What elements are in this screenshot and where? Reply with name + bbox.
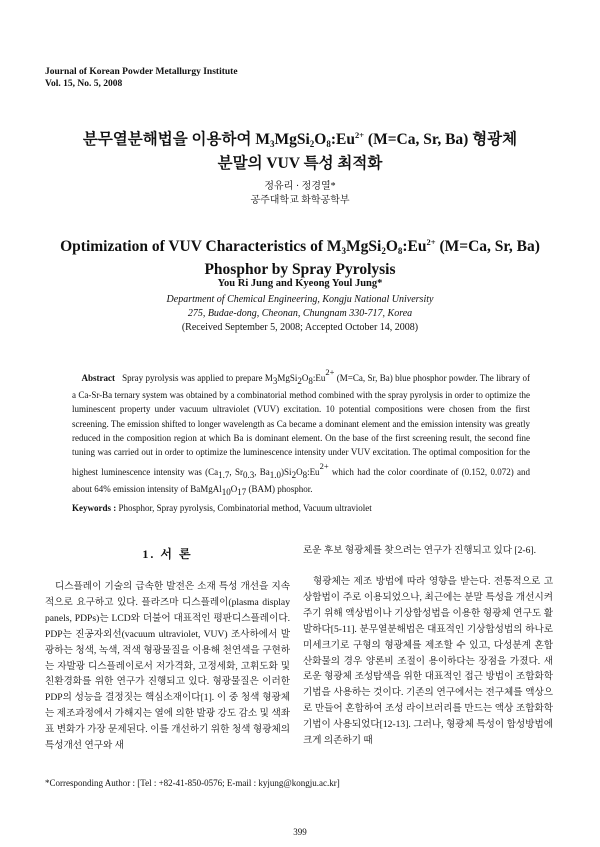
- abstract-sub: 2: [291, 470, 297, 481]
- ko-author-affiliation: 공주대학교 화학공학부: [250, 195, 350, 206]
- page-number: 399: [293, 827, 307, 837]
- ko-title-sup: 2+: [354, 130, 365, 140]
- affiliation-line: 275, Budae-dong, Cheonan, Chungnam 330-717, Korea: [187, 308, 413, 319]
- en-title-text: O: [385, 238, 398, 255]
- abstract-text: :Eu: [307, 467, 320, 478]
- abstract-sub: 2: [297, 376, 302, 386]
- ko-title-text: 분무열분해법을 이용하여 M: [82, 131, 270, 148]
- korean-title: [0, 126, 600, 173]
- abstract-sub: 1.7: [218, 470, 230, 481]
- abstract-sub: 3: [272, 376, 278, 386]
- abstract-text: )Si: [281, 467, 292, 478]
- abstract-sub: 17: [237, 487, 247, 498]
- corresponding-author-footnote: *Corresponding Author : [Tel : +82-41-850-0576; E-mail : kyjung@kongju.ac.kr]: [45, 778, 340, 788]
- english-title: [0, 233, 600, 279]
- journal-header: [45, 66, 238, 90]
- abstract-text: MgSi: [277, 373, 298, 383]
- keywords-text: Phosphor, Spray pyrolysis, Combinatorial method, Vacuum ultraviolet: [116, 503, 372, 513]
- ko-title-text: MgSi: [274, 131, 310, 148]
- abstract-sub: 1.0: [269, 470, 282, 481]
- keywords: [72, 503, 530, 513]
- ko-author-names: 정유리 · 정경열*: [264, 181, 336, 192]
- abstract-text: O: [296, 467, 303, 478]
- body-right-paragraph: 형광체는 제조 방법에 따라 영향을 받는다. 전통적으로 고상합법이 주로 이용되었으나, 최근에는 분말 특성을 개선시켜주기 위해 액상법이나 기상합성법을 이용한 형광체 연구도 활발하다[5-11]. 분무열분해법은 대표적인 기상합성법의 하나로 미세크기로 구형의 형광체를 제조할 수 있고, 다성분계 혼합산화물의 경우 양론비 조절이 용이하다는 장점을 가졌다. 새로운 형광체 조성탐색을 위한 대표적인 접근 방법이 조합화학기법을 사용하는 것이다. 기존의 연구에서는 전구체를 액상으로 만들어 혼합하여 조성 라이브러리를 만드는 액상 조합화학기법이 사용되었다[12-13]. 그러나, 형광체 특성이 합성방법에 크게 의존하기 때: [303, 576, 553, 747]
- ko-title-sub: 3: [269, 139, 275, 149]
- abstract-text: Spray pyrolysis was applied to prepare M: [122, 373, 273, 383]
- affiliation-line: Department of Chemical Engineering, Kongju National University: [166, 294, 434, 305]
- en-title-sub: 3: [341, 246, 347, 256]
- en-title-sup: 2+: [426, 237, 436, 247]
- abstract-text: , Sr: [229, 467, 243, 478]
- en-title-sub: 8: [397, 246, 403, 256]
- journal-name: Journal of Korean Powder Metallurgy Institute: [45, 67, 238, 77]
- abstract-sub: 0.3: [242, 470, 255, 481]
- received-dates: (Received September 5, 2008; Accepted October 14, 2008): [181, 322, 419, 333]
- en-title-sub: 2: [381, 246, 386, 256]
- abstract-text: (BAM) phosphor.: [246, 484, 313, 495]
- en-title-text: :Eu: [402, 238, 427, 255]
- en-title-text: Optimization of VUV Characteristics of M: [60, 238, 342, 255]
- korean-authors: [0, 180, 600, 208]
- ko-title-text: :Eu: [330, 131, 355, 148]
- abstract-text: O: [301, 373, 309, 383]
- abstract-text: which had the color coordinate of (0.152, 0.072) and about 64% emission intensity of BaMgAl: [72, 467, 531, 495]
- abstract-sub: 10: [221, 487, 231, 498]
- keywords-label: Keywords :: [72, 503, 117, 513]
- affiliation: [0, 293, 600, 321]
- abstract-label: Abstract: [81, 373, 115, 383]
- ko-title-sub: 8: [326, 139, 331, 149]
- body-left-paragraph: 디스플레이 기술의 급속한 발전은 소재 특성 개선을 지속적으로 요구하고 있다. 플라즈마 디스플레이(plasma display panels, PDPs)는 LCD와 더불어 대표적인 평판디스플레이다. PDP는 진공자외선(vacuum ultraviolet, VUV) 조사하에서 발광하는 청색, 녹색, 적색 형광물질을 이용해 천연색을 구현하는 자발광 디스플레이로서 저가격화, 고정세화, 고휘도화 및 친환경화를 위한 연구가 진행되고 있다. 형광물질은 이러한 PDP의 성능을 결정짓는 핵심소재이다[1]. 이 중 청색 형광체는 제조과정에서 가해지는 열에 의한 발광 강도 감소 및 색좌표 변화가 가장 문제된다. 이를 개선하기 위한 청색 형광체의 특성개선 연구와 새: [45, 581, 290, 752]
- ko-title-text: O: [314, 131, 327, 148]
- abstract-sup: 2+: [319, 461, 329, 472]
- abstract-text: (M=Ca, Sr, Ba) blue phosphor powder. The library of a Ca-Sr-Ba ternary system was obtained by a combinatorial method combined with the spray pyrolysis in order to optimize the luminescent property under vacuum ultraviolet (VUV) excitation. 10 potential compositions were chosen from the first screening. The emission shifted to longer wavelength as Ca became a dominant element and the emission intensity was greatly reduced in the composition region at which Ba is dominant element. On the base of the first screening result, the second fine tuning was carried out in order to optimize the luminescence intensity under VUV excitation. The optimal composition for the highest luminescence intensity was (Ca: [72, 373, 531, 478]
- journal-volume: Vol. 15, No. 5, 2008: [45, 79, 123, 89]
- abstract-sub: 8: [302, 470, 308, 481]
- en-title-text: MgSi: [346, 238, 382, 255]
- section-title: 1. 서 론: [142, 547, 193, 561]
- ko-title-text: (M=Ca, Sr, Ba) 형광체: [364, 131, 518, 148]
- abstract-sub: 8: [308, 376, 313, 386]
- body-right-continuation: 로운 후보 형광체를 찾으려는 연구가 진행되고 있다 [2-6].: [303, 545, 536, 556]
- abstract-text: , Ba: [254, 467, 270, 478]
- abstract-text: O: [230, 484, 238, 495]
- abstract-text: :Eu: [312, 373, 326, 383]
- ko-title-sub: 2: [309, 139, 315, 149]
- en-title-line2: Phosphor by Spray Pyrolysis: [204, 260, 396, 278]
- abstract-sup: 2+: [325, 367, 335, 377]
- ko-title-line2: 분말의 VUV 특성 최적화: [217, 155, 383, 172]
- abstract: [72, 365, 530, 500]
- en-title-text: (M=Ca, Sr, Ba): [435, 238, 540, 255]
- english-authors: You Ri Jung and Kyeong Youl Jung*: [217, 278, 383, 289]
